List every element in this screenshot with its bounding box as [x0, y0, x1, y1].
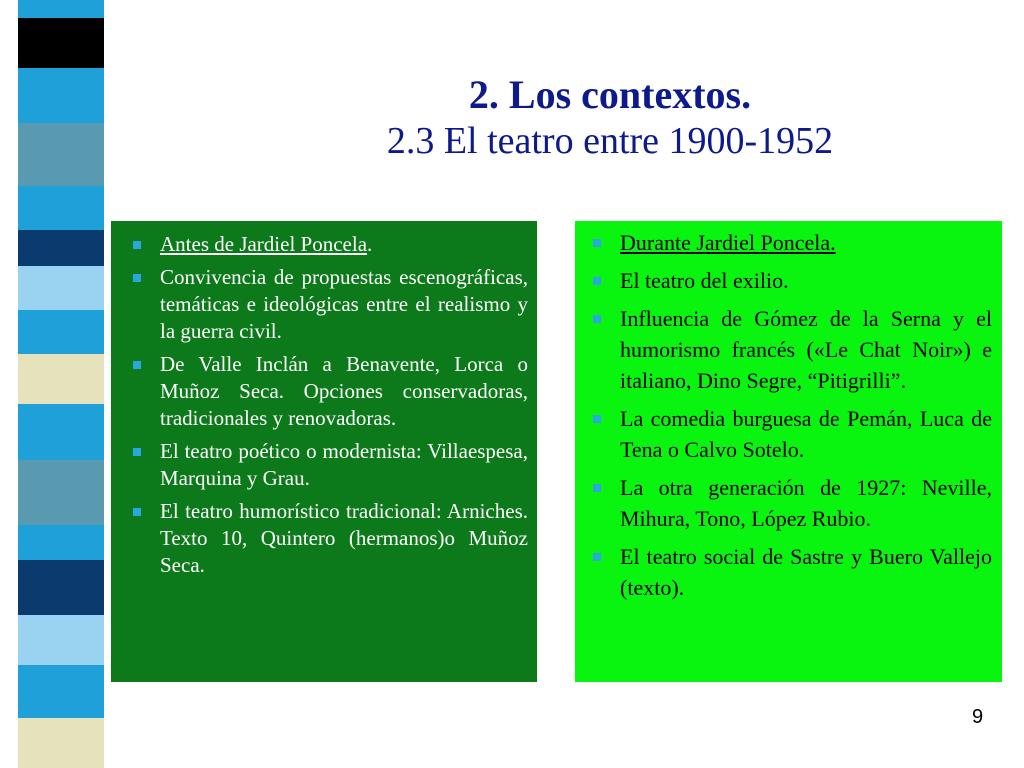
left-panel: [111, 221, 537, 682]
list-item-text: Antes de Jardiel Poncela: [160, 232, 368, 256]
strip-band: [18, 560, 104, 615]
strip-band: [18, 525, 104, 560]
list-item-text: Influencia de Gómez de la Serna y el humorismo francés («Le Chat Noir») e italiano, Dino Segre, “Pitigrilli”.: [620, 306, 992, 393]
list-item-text: El teatro poético o modernista: Villaespesa, Marquina y Grau.: [160, 439, 528, 490]
list-item: [589, 227, 992, 258]
list-item-text: El teatro del exilio.: [620, 268, 789, 293]
list-item: [129, 264, 528, 345]
list-item: [589, 403, 992, 465]
title-main: 2. Los contextos.: [468, 72, 752, 117]
strip-band: [18, 123, 104, 186]
left-bullet-list: [129, 231, 528, 579]
strip-band: [18, 354, 104, 404]
bullet-square-icon: [593, 315, 601, 323]
strip-band: [18, 718, 104, 768]
strip-band: [18, 266, 104, 310]
list-item: [129, 231, 528, 258]
list-item: [589, 303, 992, 396]
bullet-square-icon: [593, 484, 601, 492]
list-item-text: El teatro humorístico tradicional: Arniches. Texto 10, Quintero (hermanos)o Muñoz Seca.: [160, 499, 528, 577]
strip-band: [18, 68, 104, 123]
bullet-square-icon: [593, 277, 601, 285]
list-item: [129, 498, 528, 579]
page-number: 9: [972, 706, 984, 728]
list-item-text: El teatro social de Sastre y Buero Vallejo (texto).: [620, 544, 992, 600]
title-subtitle: 2.3 El teatro entre 1900-1952: [386, 120, 834, 162]
slide-title: [270, 72, 950, 164]
bullet-square-icon: [133, 448, 141, 456]
list-item: [589, 541, 992, 603]
bullet-square-icon: [133, 241, 141, 249]
list-item-text: Convivencia de propuestas escenográficas, temáticas e ideológicas entre el realismo y la guerra civil.: [160, 265, 528, 343]
strip-band: [18, 0, 104, 18]
list-item: [129, 351, 528, 432]
list-item: [589, 472, 992, 534]
bullet-square-icon: [593, 553, 601, 561]
strip-band: [18, 18, 104, 68]
strip-band: [18, 615, 104, 665]
bullet-square-icon: [593, 415, 601, 423]
list-item: [129, 438, 528, 492]
decorative-side-strip: [0, 0, 104, 768]
list-item-text: La otra generación de 1927: Neville, Mihura, Tono, López Rubio.: [620, 475, 992, 531]
list-item-text-suffix: .: [367, 232, 373, 256]
bullet-square-icon: [133, 361, 141, 369]
list-item-text: De Valle Inclán a Benavente, Lorca o Muñoz Seca. Opciones conservadoras, tradicionales y renovadoras.: [160, 352, 528, 430]
strip-band: [18, 665, 104, 718]
bullet-square-icon: [593, 239, 601, 247]
list-item-text: Durante Jardiel Poncela.: [620, 230, 836, 255]
strip-band: [18, 404, 104, 460]
strip-band: [18, 310, 104, 354]
strip-band: [18, 230, 104, 266]
bullet-square-icon: [133, 274, 141, 282]
list-item: [589, 265, 992, 296]
right-panel: [575, 221, 1002, 682]
strip-band: [18, 460, 104, 525]
list-item-text: La comedia burguesa de Pemán, Luca de Tena o Calvo Sotelo.: [620, 406, 992, 462]
bullet-square-icon: [133, 508, 141, 516]
right-bullet-list: [589, 227, 992, 603]
strip-band: [18, 186, 104, 230]
